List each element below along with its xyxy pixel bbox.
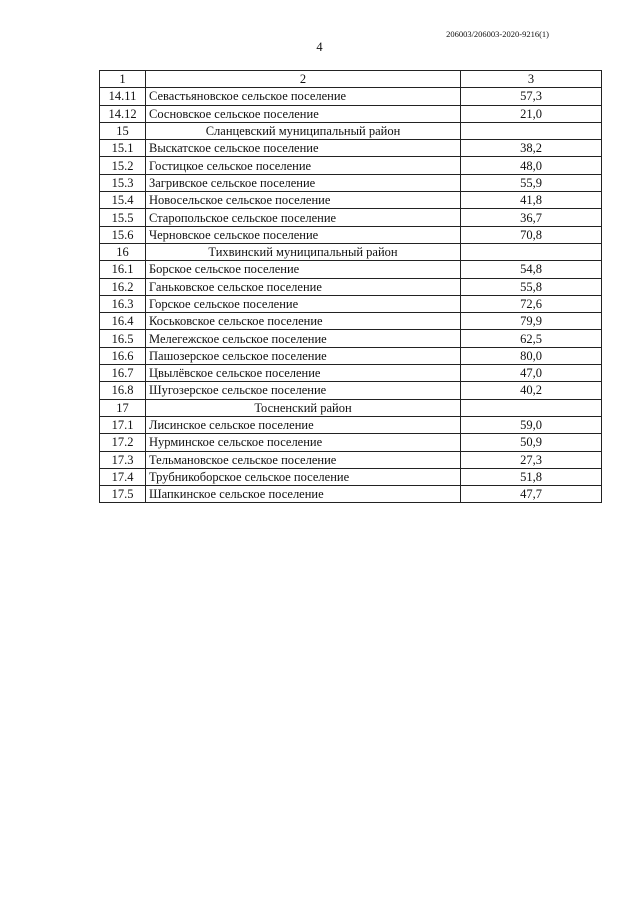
row-number: 17.2	[100, 434, 146, 451]
settlement-name: Лисинское сельское поселение	[146, 416, 461, 433]
settlement-name: Гостицкое сельское поселение	[146, 157, 461, 174]
row-number: 17.4	[100, 468, 146, 485]
settlement-name: Мелегежское сельское поселение	[146, 330, 461, 347]
table-row	[100, 105, 602, 122]
row-value: 62,5	[461, 330, 602, 347]
table-row	[100, 486, 602, 503]
settlement-name: Черновское сельское поселение	[146, 226, 461, 243]
table-row	[100, 140, 602, 157]
settlement-name: Выскатское сельское поселение	[146, 140, 461, 157]
settlement-name: Цвылёвское сельское поселение	[146, 365, 461, 382]
row-number: 15.1	[100, 140, 146, 157]
settlement-name: Загривское сельское поселение	[146, 174, 461, 191]
row-value: 48,0	[461, 157, 602, 174]
row-value: 40,2	[461, 382, 602, 399]
row-number: 16.1	[100, 261, 146, 278]
table-row	[100, 192, 602, 209]
row-value: 27,3	[461, 451, 602, 468]
row-value: 57,3	[461, 88, 602, 105]
settlement-name: Трубникоборское сельское поселение	[146, 468, 461, 485]
settlement-name: Горское сельское поселение	[146, 295, 461, 312]
row-value: 50,9	[461, 434, 602, 451]
district-name: Тосненский район	[146, 399, 461, 416]
row-number: 15.6	[100, 226, 146, 243]
header-cell-number: 1	[100, 71, 146, 88]
row-value: 79,9	[461, 313, 602, 330]
table-row	[100, 434, 602, 451]
row-number: 17	[100, 399, 146, 416]
settlement-name: Тельмановское сельское поселение	[146, 451, 461, 468]
row-value: 55,9	[461, 174, 602, 191]
table-row	[100, 261, 602, 278]
row-value: 72,6	[461, 295, 602, 312]
settlement-name: Шапкинское сельское поселение	[146, 486, 461, 503]
table-row	[100, 382, 602, 399]
table-row	[100, 157, 602, 174]
district-name: Тихвинский муниципальный район	[146, 243, 461, 260]
row-number: 15.4	[100, 192, 146, 209]
settlements-table	[99, 70, 602, 503]
header-cell-name: 2	[146, 71, 461, 88]
row-value	[461, 399, 602, 416]
settlement-name: Севастьяновское сельское поселение	[146, 88, 461, 105]
row-value: 70,8	[461, 226, 602, 243]
table-row	[100, 330, 602, 347]
table-row	[100, 295, 602, 312]
row-value: 41,8	[461, 192, 602, 209]
row-number: 15	[100, 122, 146, 139]
settlement-name: Пашозерское сельское поселение	[146, 347, 461, 364]
row-number: 15.5	[100, 209, 146, 226]
settlement-name: Коськовское сельское поселение	[146, 313, 461, 330]
settlement-name: Старопольское сельское поселение	[146, 209, 461, 226]
settlement-name: Ганьковское сельское поселение	[146, 278, 461, 295]
table-row	[100, 365, 602, 382]
row-number: 14.11	[100, 88, 146, 105]
row-number: 16.8	[100, 382, 146, 399]
row-value: 59,0	[461, 416, 602, 433]
document-id: 206003/206003-2020-9216(1)	[446, 29, 549, 39]
row-number: 17.5	[100, 486, 146, 503]
row-value: 47,7	[461, 486, 602, 503]
row-number: 16.3	[100, 295, 146, 312]
row-number: 16	[100, 243, 146, 260]
header-cell-value: 3	[461, 71, 602, 88]
page-number: 4	[316, 40, 323, 54]
settlement-name: Новосельское сельское поселение	[146, 192, 461, 209]
table-row	[100, 174, 602, 191]
table-header-row	[100, 71, 602, 88]
row-value: 47,0	[461, 365, 602, 382]
row-number: 16.7	[100, 365, 146, 382]
table-row	[100, 468, 602, 485]
row-value: 54,8	[461, 261, 602, 278]
row-value: 21,0	[461, 105, 602, 122]
district-name: Сланцевский муниципальный район	[146, 122, 461, 139]
row-number: 14.12	[100, 105, 146, 122]
row-number: 17.3	[100, 451, 146, 468]
table-section-row	[100, 399, 602, 416]
row-value	[461, 243, 602, 260]
row-number: 17.1	[100, 416, 146, 433]
row-number: 15.2	[100, 157, 146, 174]
table-row	[100, 416, 602, 433]
table-row	[100, 209, 602, 226]
row-number: 16.6	[100, 347, 146, 364]
settlement-name: Нурминское сельское поселение	[146, 434, 461, 451]
table-row	[100, 347, 602, 364]
row-value: 36,7	[461, 209, 602, 226]
row-value: 51,8	[461, 468, 602, 485]
row-value	[461, 122, 602, 139]
row-value: 38,2	[461, 140, 602, 157]
settlement-name: Борское сельское поселение	[146, 261, 461, 278]
table-row	[100, 226, 602, 243]
table-row	[100, 278, 602, 295]
row-number: 16.4	[100, 313, 146, 330]
row-number: 16.5	[100, 330, 146, 347]
row-number: 16.2	[100, 278, 146, 295]
settlement-name: Шугозерское сельское поселение	[146, 382, 461, 399]
row-number: 15.3	[100, 174, 146, 191]
table-section-row	[100, 122, 602, 139]
table-row	[100, 88, 602, 105]
settlement-name: Сосновское сельское поселение	[146, 105, 461, 122]
table-row	[100, 451, 602, 468]
row-value: 80,0	[461, 347, 602, 364]
table-row	[100, 313, 602, 330]
table-section-row	[100, 243, 602, 260]
row-value: 55,8	[461, 278, 602, 295]
